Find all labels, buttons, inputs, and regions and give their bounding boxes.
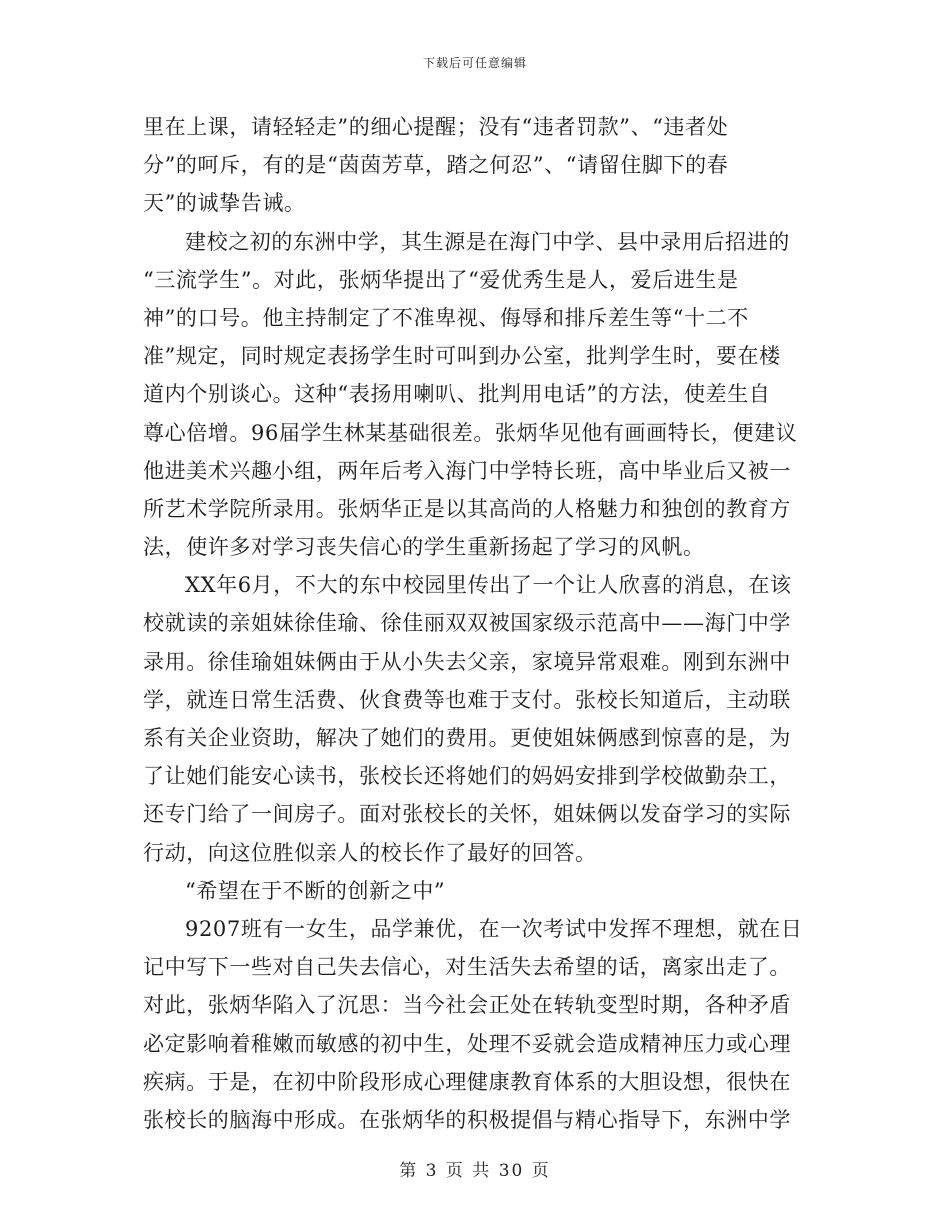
- text-line: 道内个别谈心。这种“表扬用喇叭、批判用电话”的方法，使差生自: [143, 382, 771, 407]
- text-line: 了让她们能安心读书，张校长还将她们的妈妈安排到学校做勤杂工，: [143, 764, 791, 789]
- text-line: 行动，向这位胜似亲人的校长作了最好的回答。: [143, 840, 597, 865]
- text-line: 他进美术兴趣小组，两年后考入海门中学特长班，高中毕业后又被一: [143, 458, 791, 483]
- text-line: 疾病。于是，在初中阶段形成心理健康教育体系的大胆设想，很快在: [143, 1069, 791, 1094]
- text-line: 必定影响着稚嫩而敏感的初中生，处理不妥就会造成精神压力或心理: [143, 1031, 791, 1056]
- text-line: 尊心倍增。96届学生林某基础很差。张炳华见他有画画特长，便建议: [143, 420, 798, 445]
- text-line: 对此，张炳华陷入了沉思：当今社会正处在转轨变型时期，各种矛盾: [143, 993, 791, 1018]
- page-footer: 第 3 页 共 30 页: [399, 1161, 551, 1181]
- text-line: 张校长的脑海中形成。在张炳华的积极提倡与精心指导下，东洲中学: [143, 1107, 791, 1132]
- text-line: 记中写下一些对自己失去信心，对生活失去希望的话，离家出走了。: [143, 955, 791, 980]
- text-line: 录用。徐佳瑜姐妹俩由于从小失去父亲，家境异常艰难。刚到东洲中: [143, 649, 791, 674]
- text-line: “希望在于不断的创新之中”: [185, 878, 446, 903]
- text-line: 分”的呵斥，有的是“茵茵芳草，踏之何忍”、“请留住脚下的春: [143, 153, 729, 178]
- text-line: 还专门给了一间房子。面对张校长的关怀，姐妹俩以发奋学习的实际: [143, 802, 791, 827]
- document-body: [143, 108, 803, 1139]
- text-line: 所艺术学院所录用。张炳华正是以其高尚的人格魅力和独创的教育方: [143, 496, 791, 521]
- text-line: 学，就连日常生活费、伙食费等也难于支付。张校长知道后，主动联: [143, 687, 791, 712]
- text-line: 建校之初的东洲中学，其生源是在海门中学、县中录用后招进的: [185, 229, 790, 254]
- text-line: XX年6月，不大的东中校园里传出了一个让人欣喜的消息，在该: [185, 573, 792, 598]
- text-line: 准”规定，同时规定表扬学生时可叫到办公室，批判学生时，要在楼: [143, 344, 781, 369]
- page-header: 下载后可任意编辑: [422, 56, 527, 70]
- text-line: 法，使许多对学习丧失信心的学生重新扬起了学习的风帆。: [143, 535, 705, 560]
- text-line: 系有关企业资助，解决了她们的费用。更使姐妹俩感到惊喜的是，为: [143, 726, 791, 750]
- text-line: 天”的诚挚告诫。: [143, 191, 306, 216]
- text-line: 神”的口号。他主持制定了不准卑视、侮辱和排斥差生等“十二不: [143, 305, 749, 330]
- text-line: 里在上课，请轻轻走”的细心提醒；没有“违者罚款”、“违者处: [143, 115, 729, 139]
- text-line: 9207班有一女生，品学兼优，在一次考试中发挥不理想，就在日: [185, 916, 803, 941]
- text-line: 校就读的亲姐妹徐佳瑜、徐佳丽双双被国家级示范高中——海门中学: [143, 611, 791, 636]
- text-line: “三流学生”。对此，张炳华提出了“爱优秀生是人，爱后进生是: [143, 267, 739, 292]
